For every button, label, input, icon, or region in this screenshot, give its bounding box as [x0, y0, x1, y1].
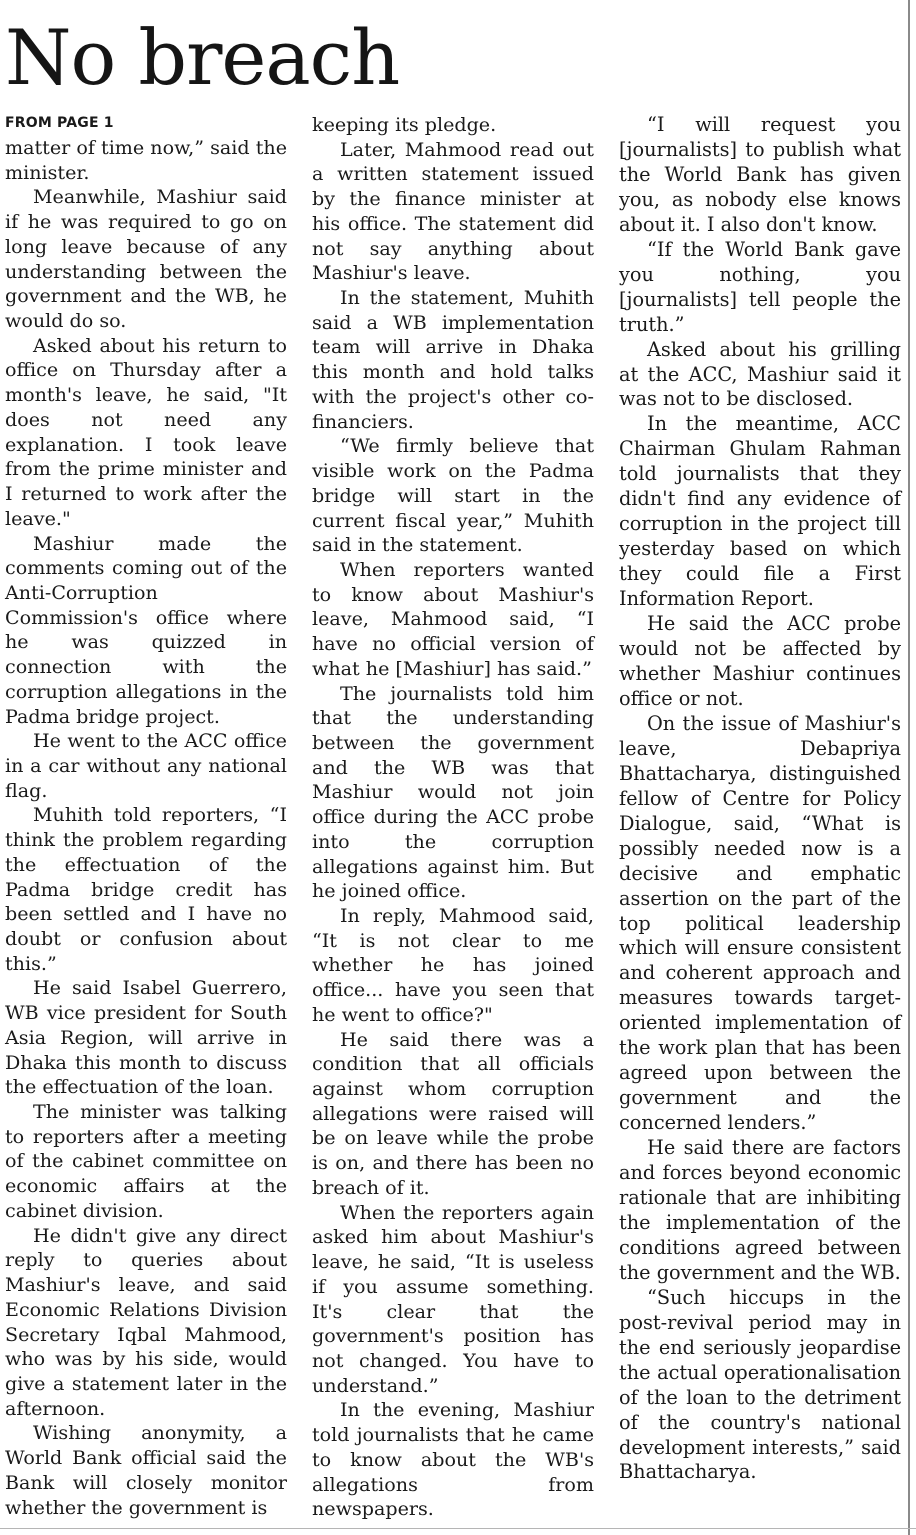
paragraph: Mashiur made the comments coming out of the Anti-Corruption Commission's office where he was quizzed in connection with the corruption allegations in the Padma bridge project.	[5, 531, 287, 728]
paragraph: The minister was talking to reporters after a meeting of the cabinet committee on economic affairs at the cabinet division.	[5, 1100, 287, 1222]
paragraph: Asked about his return to office on Thursday after a month's leave, he said, "It does not need any explanation. I took leave from the prime minister and I returned to work after the leave."	[5, 333, 287, 530]
kicker-from-page-1: FROM PAGE 1	[5, 115, 114, 131]
paragraph: “I will request you [journalists] to publish what the World Bank has given you, as nobody else knows about it. I also don't know.	[619, 113, 901, 236]
paragraph: He went to the ACC office in a car without any national flag.	[5, 729, 287, 802]
paragraph: He didn't give any direct reply to queries about Mashiur's leave, and said Economic Relations Division Secretary Iqbal Mahmood, who was by his side, would give a statement later in the afternoon.	[5, 1223, 287, 1420]
paragraph: In the meantime, ACC Chairman Ghulam Rahman told journalists that they didn't find any evidence of corruption in the project till yesterday based on which they could file a First Information Report.	[619, 412, 901, 611]
paragraph: He said the ACC probe would not be affected by whether Mashiur continues office or not.	[619, 612, 901, 710]
paragraph: In reply, Mahmood said, “It is not clear to me whether he has joined office... have you seen that he went to office?"	[312, 904, 594, 1026]
headline: No breach	[5, 13, 400, 102]
bottom-divider-rule	[0, 1528, 916, 1529]
paragraph: In the evening, Mashiur told journalists that he came to know about the WB's allegations from newspapers.	[312, 1398, 594, 1521]
paragraph: He said there are factors and forces beyond economic rationale that are inhibiting the implementation of the conditions agreed between the government and the WB.	[619, 1136, 901, 1284]
paragraph: Asked about his grilling at the ACC, Mashiur said it was not to be disclosed.	[619, 337, 901, 411]
paragraph: “If the World Bank gave you nothing, you [journalists] tell people the truth.”	[619, 237, 901, 336]
paragraph: When reporters wanted to know about Mashiur's leave, Mahmood said, “I have no official version of what he [Mashiur] has said.”	[312, 557, 594, 680]
paragraph: “We firmly believe that visible work on the Padma bridge will start in the current fiscal year,” Muhith said in the statement.	[312, 434, 594, 557]
article-column-1	[5, 112, 287, 1520]
paragraph: Later, Mahmood read out a written statement issued by the finance minister at his office. The statement did not say anything about Mashiur's leave.	[312, 137, 594, 285]
paragraph: “Such hiccups in the post-revival period may in the end seriously jeopardise the actual operationalisation of the loan to the detriment of the country's national development interests,” said Bhattacharya.	[619, 1285, 901, 1484]
paragraph: Muhith told reporters, “I think the problem regarding the effectuation of the Padma bridge credit has been settled and I have no doubt or confusion about this.”	[5, 803, 287, 975]
article-column-2	[312, 113, 594, 1522]
paragraph: When the reporters again asked him about Mashiur's leave, he said, “It is useless if you assume something. It's clear that the government's position has not changed. You have to understand.”	[312, 1200, 594, 1397]
paragraph: matter of time now,” said the minister.	[5, 136, 287, 184]
article-column-3	[619, 113, 901, 1485]
paragraph: Wishing anonymity, a World Bank official said the Bank will closely monitor whether the government is	[5, 1421, 287, 1519]
paragraph: He said there was a condition that all officials against whom corruption allegations were raised will be on leave while the probe is on, and there has been no breach of it.	[312, 1027, 594, 1199]
paragraph: Meanwhile, Mashiur said if he was required to go on long leave because of any understanding between the government and the WB, he would do so.	[5, 185, 287, 333]
column-divider-rule	[908, 0, 910, 1535]
paragraph: He said Isabel Guerrero, WB vice president for South Asia Region, will arrive in Dhaka this month to discuss the effectuation of the loan.	[5, 976, 287, 1099]
paragraph: The journalists told him that the understanding between the government and the WB was that Mashiur would not join office during the ACC probe into the corruption allegations against him. But he joined office.	[312, 681, 594, 903]
paragraph: keeping its pledge.	[312, 113, 497, 136]
paragraph: On the issue of Mashiur's leave, Debapriya Bhattacharya, distinguished fellow of Centre for Policy Dialogue, said, “What is possibly needed now is a decisive and emphatic assertion on the part of the top political leadership which will ensure consistent and coherent approach and measures towards target-oriented implementation of the work plan that has been agreed upon between the government and the concerned lenders.”	[619, 711, 901, 1135]
paragraph: In the statement, Muhith said a WB implementation team will arrive in Dhaka this month and hold talks with the project's other co-financiers.	[312, 286, 594, 433]
